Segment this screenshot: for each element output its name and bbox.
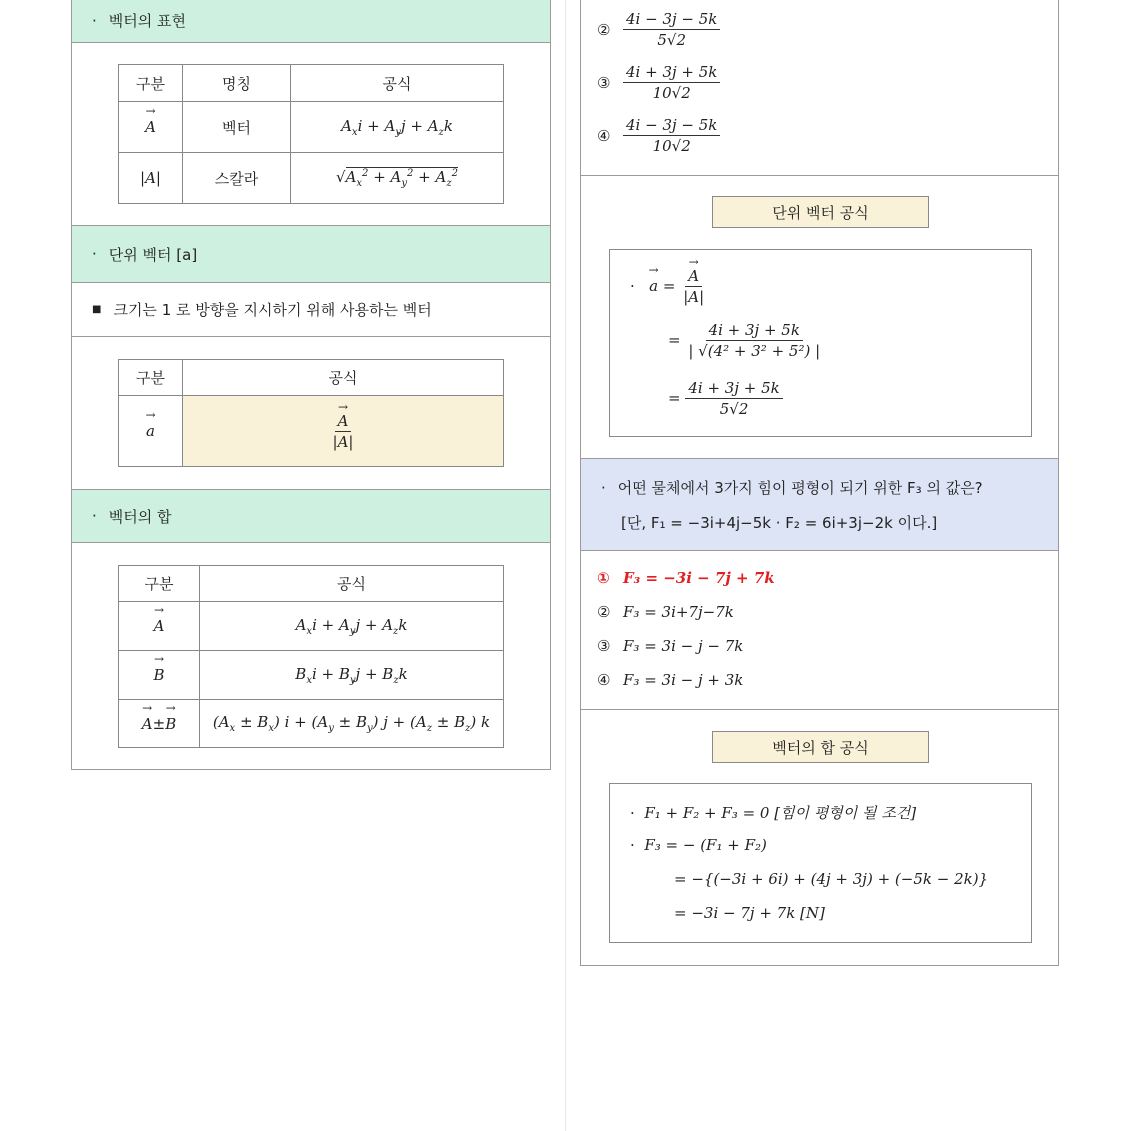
formula-cell: $A_xi + A_yj + A_zk$ (200, 602, 504, 651)
option-4[interactable]: ④ $\frac{4i - 3j - 5k}{10√2}$ (597, 115, 720, 156)
option-3[interactable]: ③ $\frac{4i + 3j + 5k}{10√2}$ (597, 62, 720, 103)
sum-line-1: · F₁ + F₂ + F₃ = 0 [힘이 평형이 될 조건] (630, 804, 917, 822)
square-bullet-icon: ■ (92, 304, 102, 315)
table-header: 공식 (200, 566, 504, 602)
description-text: 크기는 1 로 방향을 지시하기 위해 사용하는 벡터 (113, 301, 432, 319)
answer-1[interactable]: ① F₃ = −3i − 7j + 7k (597, 569, 775, 587)
answer-text: F₃ = −3i − 7j + 7k (623, 569, 775, 587)
table-cell: → A±→ B (119, 700, 200, 748)
bullet: · (92, 11, 97, 30)
section-vector-representation (72, 0, 550, 43)
sum-line-2: · F₃ = − (F₁ + F₂) (630, 836, 767, 854)
answer-text: F₃ = 3i − j − 7k (623, 637, 744, 655)
table-header: 공식 (291, 65, 504, 102)
separator (581, 175, 1058, 176)
unit-vector-formula-box (609, 249, 1032, 437)
answer-text: F₃ = 3i+7j−7k (623, 603, 734, 621)
table-header: 공식 (183, 360, 504, 396)
unit-vector-step-1: = $\frac{4i + 3j + 5k}{\text{| √(4² + 3² + 5²) |}}$ (668, 321, 821, 360)
section-title: 단위 벡터 [a] (108, 245, 198, 264)
vector-sum-table (118, 565, 504, 748)
right-panel (580, 0, 1059, 966)
formula-cell: $(A_x \pm B_x) i + (A_y \pm B_y) j + (A_z \pm B_z)$ k (200, 700, 504, 748)
table-cell: → a (119, 396, 183, 467)
question-line-2: [단, F₁ = −3i+4j−5k · F₂ = 6i+3j−2k 이다.] (621, 513, 938, 532)
vector-sum-formula-title: 벡터의 합 공식 (712, 731, 929, 763)
formula-cell: $A_xi + A_yj + A_zk$ (291, 102, 504, 153)
table-cell: |A| (119, 153, 183, 204)
sum-line-4: = −3i − 7j + 7k [N] (674, 904, 825, 922)
section-unit-vector (72, 225, 550, 283)
column-divider (565, 0, 566, 1131)
table-header: 구분 (119, 360, 183, 396)
table-cell: → A (119, 602, 200, 651)
table-cell: 벡터 (183, 102, 291, 153)
answer-3[interactable]: ③ F₃ = 3i − j − 7k (597, 637, 744, 655)
vector-a-symbol: → A (145, 118, 156, 136)
question-line-1: · 어떤 물체에서 3가지 힘이 평형이 되기 위한 F₃ 의 값은? (601, 478, 983, 497)
answer-2[interactable]: ② F₃ = 3i+7j−7k (597, 603, 734, 621)
option-2[interactable]: ② $\frac{4i - 3j - 5k}{5√2}$ (597, 9, 720, 50)
unit-vector-formula-title: 단위 벡터 공식 (712, 196, 929, 228)
section-title: 벡터의 합 (108, 507, 172, 526)
vector-sum-formula-box (609, 783, 1032, 943)
sum-line-3: = −{(−3i + 6i) + (4j + 3j) + (−5k − 2k)} (674, 870, 989, 888)
answer-text: F₃ = 3i − j + 3k (623, 671, 744, 689)
table-header: 구분 (119, 65, 183, 102)
table-cell (119, 102, 183, 153)
question-band (581, 458, 1058, 551)
answer-4[interactable]: ④ F₃ = 3i − j + 3k (597, 671, 744, 689)
separator (581, 709, 1058, 710)
unit-vector-table (118, 359, 504, 467)
formula-cell: → $\frac{A}{|A|}$ (183, 396, 504, 467)
section-vector-sum (72, 489, 550, 543)
left-panel (71, 0, 551, 770)
unit-vector-formula: · → a = → $\frac{A}{|A|}$ (630, 266, 707, 307)
vector-representation-table (118, 64, 504, 204)
bullet: · (92, 507, 97, 525)
table-header: 명칭 (183, 65, 291, 102)
bullet: · (92, 245, 97, 263)
formula-cell: $√A_x^2 + A_y^2 + A_z^2$ (291, 153, 504, 204)
unit-vector-step-2: = $\frac{4i + 3j + 5k}{5√2}$ (668, 378, 783, 419)
table-cell: 스칼라 (183, 153, 291, 204)
table-cell: → B (119, 651, 200, 700)
unit-vector-description (72, 283, 550, 337)
section-title: 벡터의 표현 (108, 12, 186, 30)
table-header: 구분 (119, 566, 200, 602)
formula-cell: $B_xi + B_yj + B_zk$ (200, 651, 504, 700)
